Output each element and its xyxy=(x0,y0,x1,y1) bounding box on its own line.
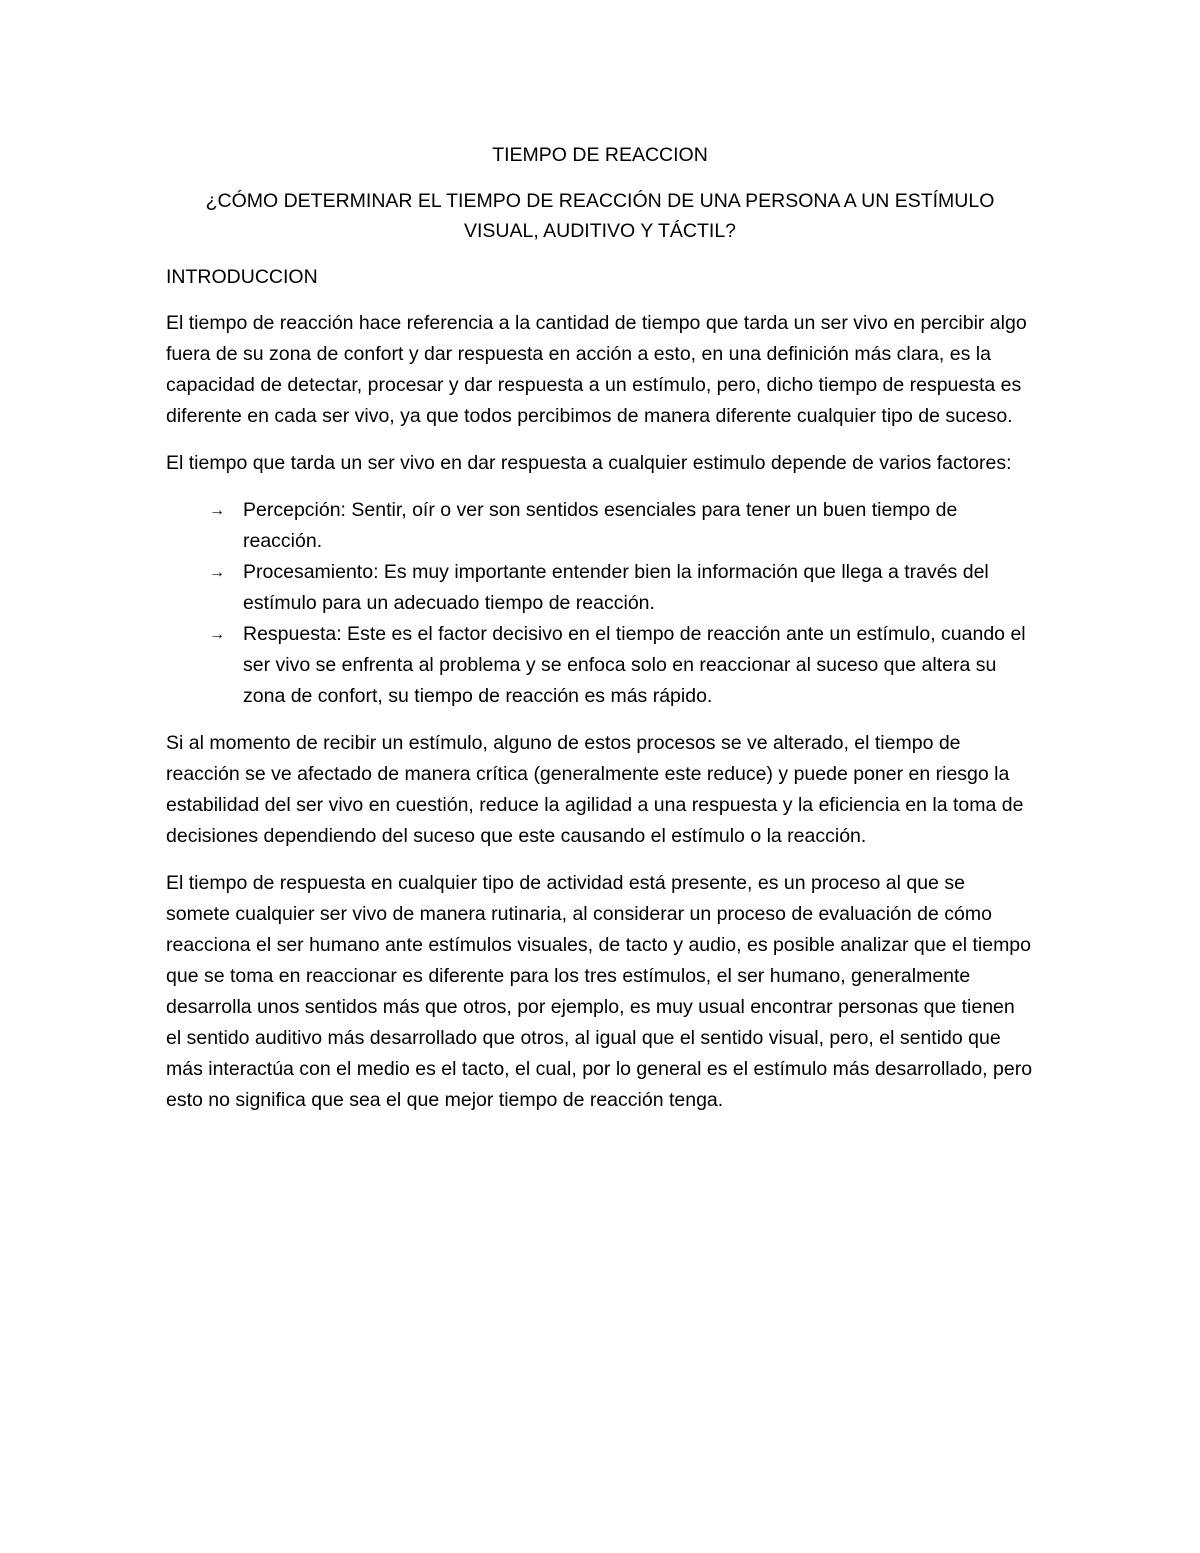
list-item xyxy=(209,557,1034,619)
section-heading: INTRODUCCION xyxy=(166,266,318,288)
list-item xyxy=(209,619,1034,712)
paragraph: El tiempo de reacción hace referencia a la cantidad de tiempo que tarda un ser vivo en percibir algo fuera de su zona de confort y dar respuesta en acción a esto, en una definición más clara, es la capacidad de detectar, procesar y dar respuesta a un estímulo, pero, dicho tiempo de respuesta es diferente en cada ser vivo, ya que todos percibimos de manera diferente cualquier tipo de suceso. xyxy=(166,312,1027,427)
list-item-text: Procesamiento: Es muy importante entender bien la información que llega a través del estímulo para un adecuado tiempo de reacción. xyxy=(243,561,989,614)
document-body xyxy=(166,141,1034,1132)
list-item-text: Respuesta: Este es el factor decisivo en el tiempo de reacción ante un estímulo, cuando el ser vivo se enfrenta al problema y se enfoca solo en reaccionar al suceso que altera su zona de confort, su tiempo de reacción es más rápido. xyxy=(243,623,1026,707)
list-item xyxy=(209,495,1034,557)
list-item-text: Percepción: Sentir, oír o ver son sentidos esenciales para tener un buen tiempo de reacción. xyxy=(243,499,958,552)
arrow-right-icon: → xyxy=(209,626,225,643)
arrow-right-icon: → xyxy=(209,564,225,581)
paragraph: Si al momento de recibir un estímulo, alguno de estos procesos se ve alterado, el tiempo de reacción se ve afectado de manera crítica (generalmente este reduce) y puede poner en riesgo la estabilidad del ser vivo en cuestión, reduce la agilidad a una respuesta y la eficiencia en la toma de decisiones dependiendo del suceso que este causando el estímulo o la reacción. xyxy=(166,732,1024,847)
document-title: TIEMPO DE REACCION xyxy=(492,144,708,166)
paragraph: El tiempo de respuesta en cualquier tipo de actividad está presente, es un proceso al que se somete cualquier ser vivo de manera rutinaria, al considerar un proceso de evaluación de cómo reacciona el ser humano ante estímulos visuales, de tacto y audio, es posible analizar que el tiempo que se toma en reaccionar es diferente para los tres estímulos, el ser humano, generalmente desarrolla unos sentidos más que otros, por ejemplo, es muy usual encontrar personas que tienen el sentido auditivo más desarrollado que otros, al igual que el sentido visual, pero, el sentido que más interactúa con el medio es el tacto, el cual, por lo general es el estímulo más desarrollado, pero esto no significa que sea el que mejor tiempo de reacción tenga. xyxy=(166,872,1033,1111)
factor-list xyxy=(166,495,1034,712)
paragraph: El tiempo que tarda un ser vivo en dar respuesta a cualquier estimulo depende de varios factores: xyxy=(166,452,1012,474)
document-subtitle: ¿CÓMO DETERMINAR EL TIEMPO DE REACCIÓN DE UNA PERSONA A UN ESTÍMULO VISUAL, AUDITIVO Y TÁCTIL? xyxy=(205,190,995,242)
arrow-right-icon: → xyxy=(209,502,225,519)
